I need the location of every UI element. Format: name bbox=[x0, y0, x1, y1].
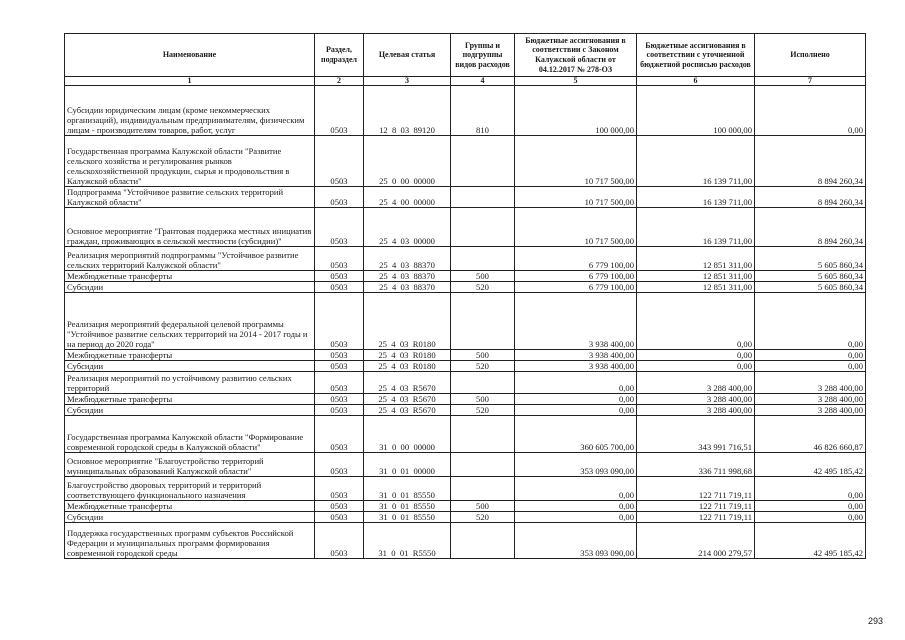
row-section: 0503 bbox=[315, 416, 364, 453]
row-law-amount: 0,00 bbox=[515, 405, 637, 416]
table-row bbox=[65, 350, 866, 361]
row-target: 25 4 03 R0180 bbox=[364, 350, 451, 361]
row-section: 0503 bbox=[315, 208, 364, 247]
row-name: Государственная программа Калужской области "Формирование современной городской среды в Калужской области" bbox=[65, 416, 315, 453]
row-law-amount: 0,00 bbox=[515, 372, 637, 394]
row-executed-amount: 46 826 660,87 bbox=[755, 416, 866, 453]
row-name: Субсидии bbox=[65, 282, 315, 293]
table-row bbox=[65, 405, 866, 416]
row-name: Межбюджетные трансферты bbox=[65, 271, 315, 282]
row-executed-amount: 0,00 bbox=[755, 350, 866, 361]
table-row bbox=[65, 271, 866, 282]
row-updated-amount: 3 288 400,00 bbox=[637, 394, 755, 405]
row-updated-amount: 0,00 bbox=[637, 293, 755, 350]
row-updated-amount: 122 711 719,11 bbox=[637, 477, 755, 501]
table-row bbox=[65, 187, 866, 208]
header-law-allocations: Бюджетные ассигнования в соответствии с Законом Калужской области от 04.12.2017 № 278-ОЗ bbox=[515, 34, 637, 77]
row-target: 25 4 03 88370 bbox=[364, 271, 451, 282]
row-name: Межбюджетные трансферты bbox=[65, 350, 315, 361]
row-updated-amount: 16 139 711,00 bbox=[637, 136, 755, 187]
row-group: 500 bbox=[451, 394, 515, 405]
row-law-amount: 0,00 bbox=[515, 501, 637, 512]
row-executed-amount: 0,00 bbox=[755, 86, 866, 136]
row-section: 0503 bbox=[315, 350, 364, 361]
row-updated-amount: 16 139 711,00 bbox=[637, 208, 755, 247]
table-row bbox=[65, 282, 866, 293]
row-law-amount: 10 717 500,00 bbox=[515, 187, 637, 208]
header-groups: Группы и подгруппы видов расходов bbox=[451, 34, 515, 77]
row-executed-amount: 0,00 bbox=[755, 477, 866, 501]
row-group bbox=[451, 416, 515, 453]
row-group bbox=[451, 187, 515, 208]
row-law-amount: 10 717 500,00 bbox=[515, 208, 637, 247]
row-target: 31 0 01 85550 bbox=[364, 512, 451, 523]
row-group bbox=[451, 453, 515, 477]
row-section: 0503 bbox=[315, 523, 364, 559]
row-name: Подпрограмма "Устойчивое развитие сельских территорий Калужской области" bbox=[65, 187, 315, 208]
row-name: Межбюджетные трансферты bbox=[65, 394, 315, 405]
row-target: 25 4 03 R5670 bbox=[364, 394, 451, 405]
row-group bbox=[451, 293, 515, 350]
row-group: 520 bbox=[451, 361, 515, 372]
row-section: 0503 bbox=[315, 394, 364, 405]
row-updated-amount: 12 851 311,00 bbox=[637, 247, 755, 271]
header-target: Целевая статья bbox=[364, 34, 451, 77]
row-target: 25 4 03 00000 bbox=[364, 208, 451, 247]
row-section: 0503 bbox=[315, 405, 364, 416]
column-number: 2 bbox=[315, 77, 364, 86]
column-number: 3 bbox=[364, 77, 451, 86]
row-group bbox=[451, 477, 515, 501]
row-updated-amount: 12 851 311,00 bbox=[637, 271, 755, 282]
row-group bbox=[451, 208, 515, 247]
row-group: 520 bbox=[451, 405, 515, 416]
row-updated-amount: 0,00 bbox=[637, 350, 755, 361]
row-law-amount: 6 779 100,00 bbox=[515, 247, 637, 271]
row-target: 25 0 00 00000 bbox=[364, 136, 451, 187]
row-group: 520 bbox=[451, 282, 515, 293]
row-name: Реализация мероприятий по устойчивому развитию сельских территорий bbox=[65, 372, 315, 394]
row-executed-amount: 0,00 bbox=[755, 293, 866, 350]
row-updated-amount: 12 851 311,00 bbox=[637, 282, 755, 293]
row-law-amount: 3 938 400,00 bbox=[515, 293, 637, 350]
row-law-amount: 353 093 090,00 bbox=[515, 523, 637, 559]
table-row bbox=[65, 477, 866, 501]
row-group: 500 bbox=[451, 271, 515, 282]
table-row bbox=[65, 247, 866, 271]
row-section: 0503 bbox=[315, 136, 364, 187]
row-name: Субсидии bbox=[65, 512, 315, 523]
row-updated-amount: 100 000,00 bbox=[637, 86, 755, 136]
row-executed-amount: 8 894 260,34 bbox=[755, 136, 866, 187]
row-section: 0503 bbox=[315, 512, 364, 523]
row-law-amount: 100 000,00 bbox=[515, 86, 637, 136]
table-body bbox=[65, 86, 866, 559]
header-executed: Исполнено bbox=[755, 34, 866, 77]
row-law-amount: 10 717 500,00 bbox=[515, 136, 637, 187]
row-group: 500 bbox=[451, 501, 515, 512]
row-group bbox=[451, 523, 515, 559]
row-updated-amount: 336 711 998,68 bbox=[637, 453, 755, 477]
header-updated-allocations: Бюджетные ассигнования в соответствии с уточненной бюджетной росписью расходов bbox=[637, 34, 755, 77]
page-number: 293 bbox=[867, 616, 883, 626]
row-section: 0503 bbox=[315, 86, 364, 136]
row-name: Основное мероприятие "Благоустройство территорий муниципальных образований Калужской области" bbox=[65, 453, 315, 477]
row-name: Субсидии bbox=[65, 361, 315, 372]
table-row bbox=[65, 293, 866, 350]
row-section: 0503 bbox=[315, 361, 364, 372]
row-group: 500 bbox=[451, 350, 515, 361]
row-name: Реализация мероприятий федеральной целевой программы "Устойчивое развитие сельских территорий на 2014 - 2017 годы и на период до 2020 года" bbox=[65, 293, 315, 350]
row-executed-amount: 5 605 860,34 bbox=[755, 271, 866, 282]
row-section: 0503 bbox=[315, 501, 364, 512]
row-updated-amount: 122 711 719,11 bbox=[637, 512, 755, 523]
row-section: 0503 bbox=[315, 271, 364, 282]
row-target: 25 4 03 R0180 bbox=[364, 361, 451, 372]
row-target: 31 0 01 00000 bbox=[364, 453, 451, 477]
table-row bbox=[65, 416, 866, 453]
row-section: 0503 bbox=[315, 247, 364, 271]
table-row bbox=[65, 208, 866, 247]
row-law-amount: 3 938 400,00 bbox=[515, 350, 637, 361]
table-row bbox=[65, 453, 866, 477]
row-target: 31 0 01 R5550 bbox=[364, 523, 451, 559]
row-target: 25 4 00 00000 bbox=[364, 187, 451, 208]
row-name: Межбюджетные трансферты bbox=[65, 501, 315, 512]
row-name: Поддержка государственных программ субъектов Российской Федерации и муниципальных программ формирования современной городской среды bbox=[65, 523, 315, 559]
row-name: Реализация мероприятий подпрограммы "Устойчивое развитие сельских территорий Калужской области" bbox=[65, 247, 315, 271]
row-group bbox=[451, 136, 515, 187]
row-target: 12 8 03 89120 bbox=[364, 86, 451, 136]
column-number: 7 bbox=[755, 77, 866, 86]
table-row bbox=[65, 512, 866, 523]
table-row bbox=[65, 501, 866, 512]
table-row bbox=[65, 523, 866, 559]
row-section: 0503 bbox=[315, 187, 364, 208]
table-row bbox=[65, 86, 866, 136]
table-row bbox=[65, 372, 866, 394]
table-row bbox=[65, 361, 866, 372]
row-executed-amount: 42 495 185,42 bbox=[755, 453, 866, 477]
row-section: 0503 bbox=[315, 477, 364, 501]
row-law-amount: 360 605 700,00 bbox=[515, 416, 637, 453]
row-section: 0503 bbox=[315, 453, 364, 477]
row-executed-amount: 0,00 bbox=[755, 501, 866, 512]
row-executed-amount: 5 605 860,34 bbox=[755, 282, 866, 293]
row-name: Государственная программа Калужской области "Развитие сельского хозяйства и регулирования рынков сельскохозяйственной продукции, сырья и продовольствия в Калужской области" bbox=[65, 136, 315, 187]
row-target: 31 0 00 00000 bbox=[364, 416, 451, 453]
row-target: 25 4 03 R5670 bbox=[364, 372, 451, 394]
row-target: 25 4 03 R0180 bbox=[364, 293, 451, 350]
row-name: Субсидии юридическим лицам (кроме некоммерческих организаций), индивидуальным предпринимателям, физическим лицам - производителям товаров, работ, услуг bbox=[65, 86, 315, 136]
row-executed-amount: 3 288 400,00 bbox=[755, 405, 866, 416]
row-law-amount: 0,00 bbox=[515, 512, 637, 523]
row-name: Субсидии bbox=[65, 405, 315, 416]
row-group: 810 bbox=[451, 86, 515, 136]
row-updated-amount: 343 991 716,51 bbox=[637, 416, 755, 453]
row-target: 25 4 03 R5670 bbox=[364, 405, 451, 416]
header-name: Наименование bbox=[65, 34, 315, 77]
table-row bbox=[65, 136, 866, 187]
row-law-amount: 0,00 bbox=[515, 477, 637, 501]
row-target: 31 0 01 85550 bbox=[364, 477, 451, 501]
row-section: 0503 bbox=[315, 282, 364, 293]
row-updated-amount: 214 000 279,57 bbox=[637, 523, 755, 559]
header-section: Раздел, подраздел bbox=[315, 34, 364, 77]
row-executed-amount: 8 894 260,34 bbox=[755, 187, 866, 208]
row-group bbox=[451, 247, 515, 271]
row-executed-amount: 0,00 bbox=[755, 361, 866, 372]
budget-table bbox=[64, 33, 866, 559]
row-law-amount: 6 779 100,00 bbox=[515, 271, 637, 282]
row-executed-amount: 5 605 860,34 bbox=[755, 247, 866, 271]
column-number: 4 bbox=[451, 77, 515, 86]
row-updated-amount: 3 288 400,00 bbox=[637, 372, 755, 394]
row-law-amount: 0,00 bbox=[515, 394, 637, 405]
row-group bbox=[451, 372, 515, 394]
row-law-amount: 6 779 100,00 bbox=[515, 282, 637, 293]
row-section: 0503 bbox=[315, 372, 364, 394]
column-number-row bbox=[65, 77, 866, 86]
row-executed-amount: 3 288 400,00 bbox=[755, 372, 866, 394]
row-updated-amount: 0,00 bbox=[637, 361, 755, 372]
column-number: 1 bbox=[65, 77, 315, 86]
row-law-amount: 3 938 400,00 bbox=[515, 361, 637, 372]
column-number: 5 bbox=[515, 77, 637, 86]
row-executed-amount: 8 894 260,34 bbox=[755, 208, 866, 247]
row-executed-amount: 3 288 400,00 bbox=[755, 394, 866, 405]
row-updated-amount: 122 711 719,11 bbox=[637, 501, 755, 512]
table-row bbox=[65, 394, 866, 405]
row-updated-amount: 16 139 711,00 bbox=[637, 187, 755, 208]
row-group: 520 bbox=[451, 512, 515, 523]
row-executed-amount: 42 495 185,42 bbox=[755, 523, 866, 559]
row-executed-amount: 0,00 bbox=[755, 512, 866, 523]
row-target: 25 4 03 88370 bbox=[364, 247, 451, 271]
row-name: Основное мероприятие "Грантовая поддержка местных инициатив граждан, проживающих в сельской местности (субсидии)" bbox=[65, 208, 315, 247]
column-number: 6 bbox=[637, 77, 755, 86]
row-law-amount: 353 093 090,00 bbox=[515, 453, 637, 477]
header-row bbox=[65, 34, 866, 77]
row-name: Благоустройство дворовых территорий и территорий соответствующего функционального назначения bbox=[65, 477, 315, 501]
row-target: 25 4 03 88370 bbox=[364, 282, 451, 293]
row-section: 0503 bbox=[315, 293, 364, 350]
row-target: 31 0 01 85550 bbox=[364, 501, 451, 512]
row-updated-amount: 3 288 400,00 bbox=[637, 405, 755, 416]
